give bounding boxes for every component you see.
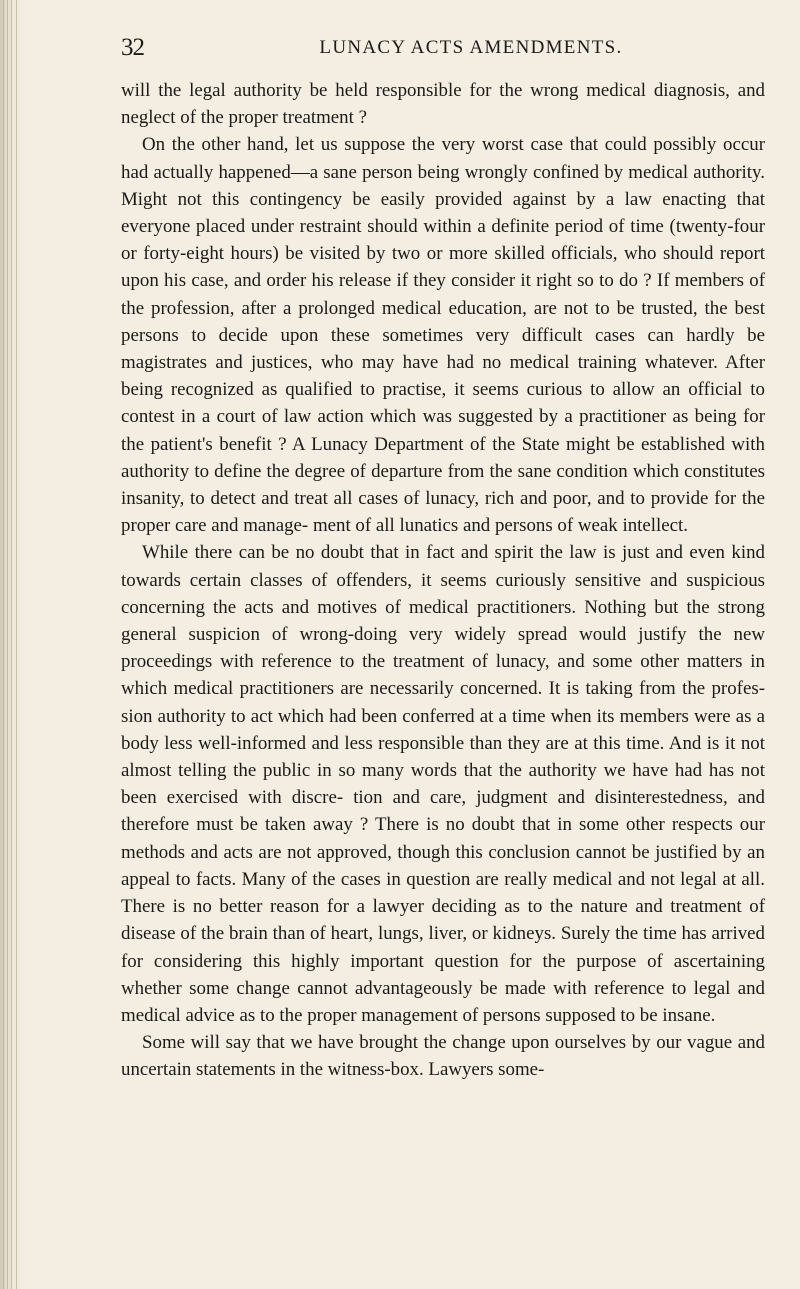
page-body [121, 77, 765, 1084]
paragraph-continuation: will the legal authority be held responsible for the wrong medical diagnosis, and neglect of the proper treatment ? [121, 80, 765, 129]
page-header [121, 34, 765, 62]
page-number: 32 [121, 34, 144, 61]
page-binding-edge [0, 0, 26, 1289]
paragraph-law-suspicion: While there can be no doubt that in fact and spirit the law is just and even kind towards certain classes of offenders, it seems curiously sensitive and suspicious concerning the acts and motives of medical practitioners. Nothing but the strong general suspicion of wrong-doing very widely spread would justify the new proceedings with reference to the treatment of lunacy, and some other matters in which medical practitioners are necessarily concerned. It is taking from the profes- sion authority to act which had been conferred at a time when its members were as a body less well-informed and less responsible than they are at this time. And is it not almost telling the public in so many words that the authority we have had has not been exercised with discre- tion and care, judgment and disinterestedness, and therefore must be taken away ? There is no doubt that in some other respects our methods and acts are not approved, though this conclusion cannot be justified by an appeal to facts. Many of the cases in question are really medical and not legal at all. There is no better reason for a lawyer deciding as to the nature and treatment of disease of the brain than of heart, lungs, liver, or kidneys. Surely the time has arrived for considering this highly important question for the purpose of ascertaining whether some change cannot advantageously be made with reference to legal and medical advice as to the proper management of persons supposed to be insane. [121, 542, 765, 1026]
paragraph-witness-box: Some will say that we have brought the change upon ourselves by our vague and uncertain statements in the witness-box. Lawyers some- [121, 1032, 765, 1081]
paragraph-sane-person-confinement: On the other hand, let us suppose the very worst case that could possibly occur had actually happened—a sane person being wrongly confined by medical authority. Might not this contingency be easily provided against by a law enacting that everyone placed under restraint should within a definite period of time (twenty-four or forty-eight hours) be visited by two or more skilled officials, who should report upon his case, and order his release if they consider it right so to do ? If members of the profession, after a prolonged medical education, are not to be trusted, the best persons to decide upon these sometimes very difficult cases can hardly be magistrates and justices, who may have had no medical training whatever. After being recognized as qualified to practise, it seems curious to allow an official to contest in a court of law action which was suggested by a practitioner as being for the patient's benefit ? A Lunacy Department of the State might be established with authority to define the degree of departure from the sane condition which constitutes insanity, to detect and treat all cases of lunacy, rich and poor, and to provide for the proper care and manage- ment of all lunatics and persons of weak intellect. [121, 134, 765, 537]
running-title: LUNACY ACTS AMENDMENTS. [319, 37, 623, 58]
